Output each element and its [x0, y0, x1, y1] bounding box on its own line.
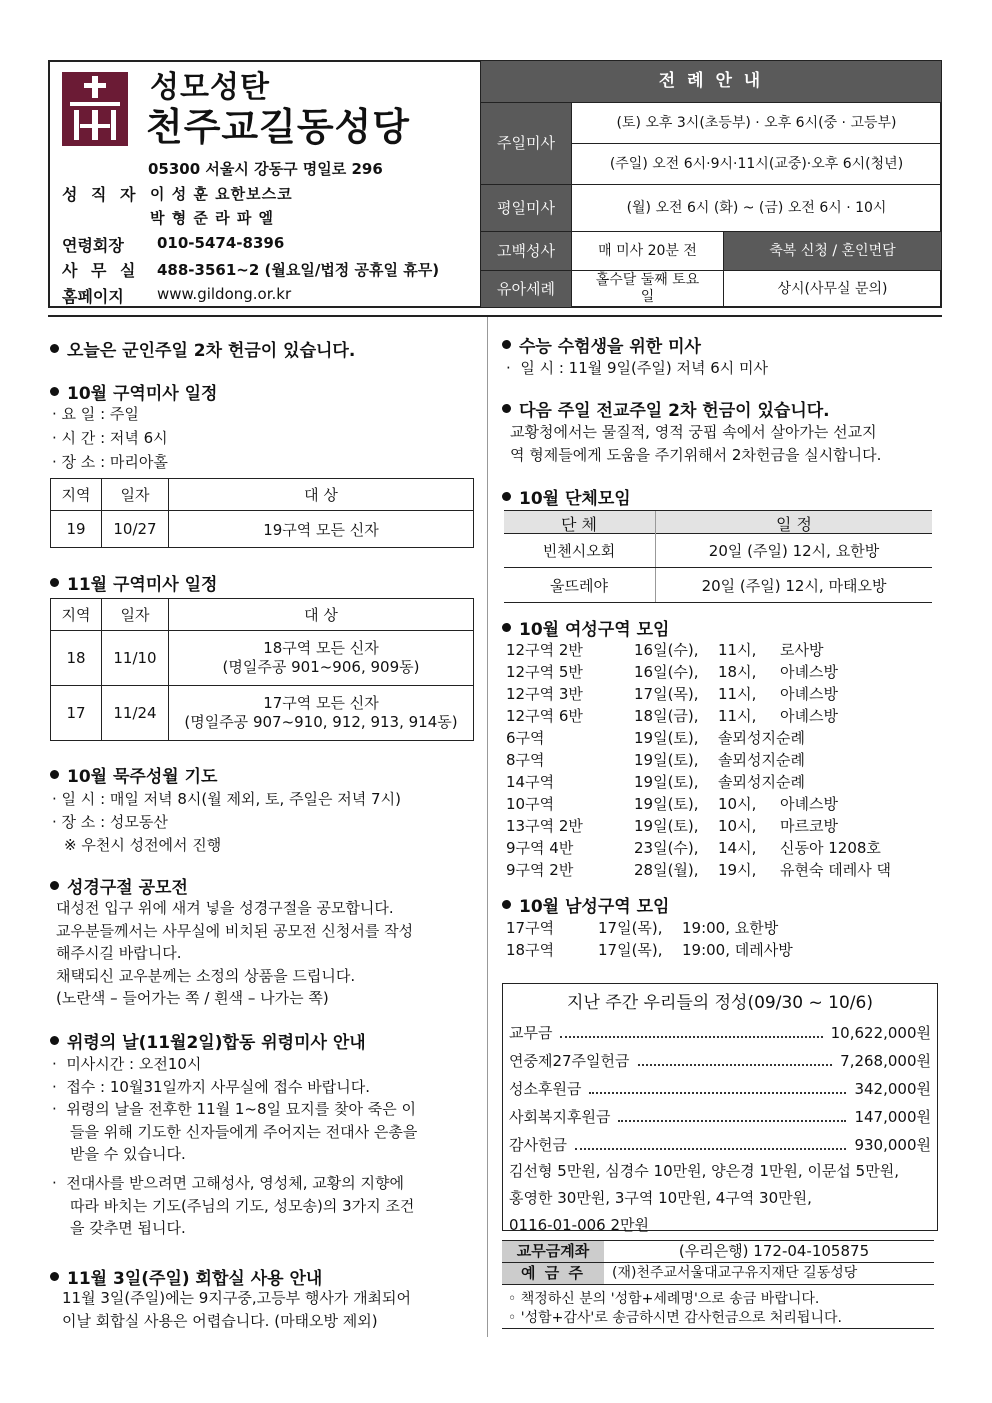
offering-row: 교무금 10,622,000원 [509, 1023, 931, 1042]
list-item: 8구역 19일(토), 솔뫼성지순례 [506, 751, 805, 769]
groups-header-row [504, 510, 932, 534]
list-item: 9구역 2반 28일(월), 19시, 유현숙 데레사 댁 [506, 861, 891, 879]
pastor-2: 박 형 준 라 파 엘 [150, 209, 275, 227]
list-item: 14구역 19일(토), 솔뫼성지순례 [506, 773, 805, 791]
list-item: 12구역 6반 18일(금), 11시, 아녜스방 [506, 707, 838, 725]
offering-list [509, 1018, 931, 1239]
list-item: 6구역 19일(토), 솔뫼성지순례 [506, 729, 805, 747]
table-row [504, 568, 932, 603]
contest-text: 대성전 입구 위에 새겨 넣을 성경구절을 공모합니다. 교우분들께서는 사무실에 비치된 공모전 신청서를 작성 해주시길 바랍니다. 채택되신 교우분께는 소정의 상품을 드립니다. (노란색 – 들어가는 쪽 / 흰색 – 나가는 쪽) [56, 899, 414, 1007]
target-cell: 19구역 모든 신자 [169, 511, 474, 548]
bullet-icon [50, 344, 59, 353]
target-cell: 17구역 모든 신자 (명일주공 907~910, 912, 913, 914동) [169, 686, 474, 741]
account-end-line [502, 1328, 934, 1329]
list-item: 9구역 4반 23일(수), 14시, 신동아 1208호 [506, 839, 881, 857]
account-label: 교무금계좌 [502, 1241, 604, 1262]
account-note-1: ◦ 책정하신 분의 '성함+세례명'으로 송금 바랍니다. [508, 1291, 820, 1307]
donor-line: 홍영한 30만원, 3구역 10만원, 4구역 30만원, [509, 1189, 812, 1207]
women-heading: 10월 여성구역 모임 [502, 615, 669, 640]
sunday-mass-label: 주일미사 [480, 102, 572, 185]
date-cell: 11/10 [102, 631, 169, 686]
rosary-place: · 장 소 : 성모동산 [52, 813, 168, 831]
area-cell: 19 [51, 511, 102, 548]
council-label: 연령회장 [62, 236, 124, 255]
hall-heading: 11월 3일(주일) 회합실 사용 안내 [50, 1264, 322, 1289]
contest-heading: 성경구절 공모전 [50, 873, 188, 898]
offering-row: 감사헌금 930,000원 [509, 1135, 931, 1154]
nov-district-heading: 11월 구역미사 일정 [50, 570, 217, 595]
account-number: (우리은행) 172-04-105875 [678, 1242, 870, 1260]
exam-mass-heading: 수능 수험생을 위한 미사 [502, 332, 701, 357]
list-item: 12구역 2반 16일(수), 11시, 로사방 [506, 641, 824, 659]
council-phone: 010-5474-8396 [157, 234, 285, 252]
oct-district-time: · 시 간 : 저녁 6시 [52, 429, 168, 447]
bullet-icon [50, 1272, 59, 1281]
memorial-heading: 위령의 날(11월2일)합동 위령미사 안내 [50, 1028, 366, 1053]
rosary-time: · 일 시 : 매일 저녁 8시(월 제외, 토, 주일은 저녁 7시) [52, 790, 401, 808]
table-header: 대 상 [169, 479, 474, 511]
offering-row: 연중제27주일헌금 7,268,000원 [509, 1051, 931, 1070]
church-subtitle: 성모성탄 [150, 70, 270, 105]
office-label: 사 무 실 [62, 261, 140, 280]
church-title: 천주교길동성당 [146, 105, 410, 149]
oct-district-day: · 요 일 : 주일 [52, 405, 139, 423]
homepage-link[interactable]: www.gildong.or.kr [157, 285, 292, 303]
memorial-registration: · 접수 : 10월31일까지 사무실에 접수 바랍니다. [52, 1078, 370, 1096]
groups-heading: 10월 단체모임 [502, 484, 631, 509]
target-cell: 18구역 모든 신자 (명일주공 901~906, 909동) [169, 631, 474, 686]
memorial-mass-time: · 미사시간 : 오전10시 [52, 1055, 202, 1073]
group-name: 울뜨레야 [550, 577, 608, 595]
bullet-icon [502, 492, 511, 501]
donor-line: 0116-01-006 2만원 [509, 1216, 650, 1234]
table-header: 지역 [51, 599, 102, 631]
group-schedule: 20일 (주일) 12시, 요한방 [708, 542, 880, 560]
nov-district-table [50, 598, 474, 741]
exam-mass-time: · 일 시 : 11월 9일(주일) 저녁 6시 미사 [506, 359, 769, 377]
oct-district-heading: 10월 구역미사 일정 [50, 379, 217, 404]
list-item: 10구역 19일(토), 10시, 아녜스방 [506, 795, 838, 813]
church-address: 05300 서울시 강동구 명일로 296 [148, 160, 383, 178]
baptism-note: 상시(사무실 문의) [723, 270, 942, 308]
men-list [506, 917, 936, 961]
table-row [51, 686, 474, 741]
oct-district-table [50, 478, 474, 548]
oct-district-place: · 장 소 : 마리아홀 [52, 453, 168, 471]
offering-row: 사회복지후원금 147,000원 [509, 1107, 931, 1126]
bullet-icon [50, 387, 59, 396]
group-schedule: 20일 (주일) 12시, 마태오방 [701, 577, 887, 595]
women-list [506, 639, 936, 881]
account-note-2: ◦ '성함+감사'로 송금하시면 감사헌금으로 처리됩니다. [508, 1310, 842, 1326]
pastor-label: 성 직 자 [62, 185, 140, 204]
table-row [51, 631, 474, 686]
offering-title: 지난 주간 우리들의 정성(09/30 ~ 10/6) [567, 993, 873, 1013]
account-bottom-line [502, 1284, 934, 1285]
list-item: 12구역 3반 17일(목), 11시, 아녜스방 [506, 685, 838, 703]
table-header: 일자 [102, 599, 169, 631]
blessing-request: 축복 신청 / 혼인면담 [723, 231, 942, 271]
offering-row: 성소후원금 342,000원 [509, 1079, 931, 1098]
table-header: 일자 [102, 479, 169, 511]
church-logo-icon [62, 72, 128, 146]
sunday-mass-sunday: (주일) 오전 6시·9시·11시(교중)·오후 6시(청년) [571, 143, 942, 185]
table-header: 지역 [51, 479, 102, 511]
sunday-mass-saturday: (토) 오후 3시(초등부) · 오후 6시(중 · 고등부) [571, 102, 942, 144]
baptism-label: 유아세례 [480, 270, 572, 308]
liturgy-title: 전 례 안 내 [480, 60, 942, 103]
list-item: 12구역 5반 16일(수), 18시, 아녜스방 [506, 663, 838, 681]
account-holder: (재)천주교서울대교구유지재단 길동성당 [612, 1265, 858, 1281]
column-divider [487, 317, 488, 1337]
bullet-icon [502, 404, 511, 413]
bullet-icon [502, 900, 511, 909]
bullet-icon [50, 881, 59, 890]
date-cell: 11/24 [102, 686, 169, 741]
groups-header-schedule: 일 정 [776, 515, 812, 534]
baptism-when: 홀수달 둘째 토요일 [571, 270, 724, 308]
homepage-label: 홈페이지 [62, 287, 124, 306]
area-cell: 17 [51, 686, 102, 741]
area-cell: 18 [51, 631, 102, 686]
donor-line: 김선형 5만원, 심경수 10만원, 양은경 1만원, 이문섭 5만원, [509, 1162, 899, 1180]
office-phone: 488-3561~2 (월요일/법정 공휴일 휴무) [157, 261, 440, 279]
table-header: 대 상 [169, 599, 474, 631]
confession-time: 매 미사 20분 전 [571, 231, 724, 271]
date-cell: 10/27 [102, 511, 169, 548]
list-item: 13구역 2반 19일(토), 10시, 마르코방 [506, 817, 838, 835]
hall-text: 11월 3일(주일)에는 9지구중,고등부 행사가 개최되어 이날 회합실 사용은 어렵습니다. (마태오방 제외) [62, 1289, 412, 1330]
mission-text: 교황청에서는 물질적, 영적 궁핍 속에서 살아가는 선교지 역 형제들에게 도움을 주기위해서 2차헌금을 실시합니다. [510, 423, 882, 464]
confession-label: 고백성사 [480, 231, 572, 271]
header-divider [48, 315, 942, 317]
bullet-icon [50, 1036, 59, 1045]
mission-heading: 다음 주일 전교주일 2차 헌금이 있습니다. [502, 396, 830, 421]
table-row [51, 511, 474, 548]
memorial-indulgence: · 위령의 날을 전후한 11월 1~8일 묘지를 찾아 죽은 이 들을 위해 기도한 신자들에게 주어지는 전대사 은총을 받을 수 있습니다. [52, 1100, 418, 1163]
notice-military-sunday: 오늘은 군인주일 2차 헌금이 있습니다. [50, 336, 355, 361]
pastor-1: 이 성 훈 요한보스코 [150, 185, 293, 203]
rosary-note: ※ 우천시 성전에서 진행 [64, 836, 222, 854]
bullet-icon [502, 623, 511, 632]
bullet-icon [502, 340, 511, 349]
list-item: 18구역 17일(목), 19:00, 데레사방 [506, 941, 793, 959]
men-heading: 10월 남성구역 모임 [502, 892, 669, 917]
group-name: 빈첸시오회 [542, 542, 616, 560]
weekday-mass: (월) 오전 6시 (화) ~ (금) 오전 6시 · 10시 [571, 184, 942, 232]
table-row [504, 533, 932, 568]
memorial-conditions: · 전대사를 받으려면 고해성사, 영성체, 교황의 지향에 따라 바치는 기도(주님의 기도, 성모송)의 3가지 조건 을 갖추면 됩니다. [52, 1174, 415, 1237]
list-item: 17구역 17일(목), 19:00, 요한방 [506, 919, 779, 937]
groups-header-group: 단 체 [561, 515, 597, 534]
holder-label: 예 금 주 [502, 1263, 604, 1284]
weekday-mass-label: 평일미사 [480, 184, 572, 232]
offering-box [502, 983, 938, 1234]
bullet-icon [50, 578, 59, 587]
bullet-icon [50, 770, 59, 779]
rosary-heading: 10월 묵주성월 기도 [50, 762, 217, 787]
